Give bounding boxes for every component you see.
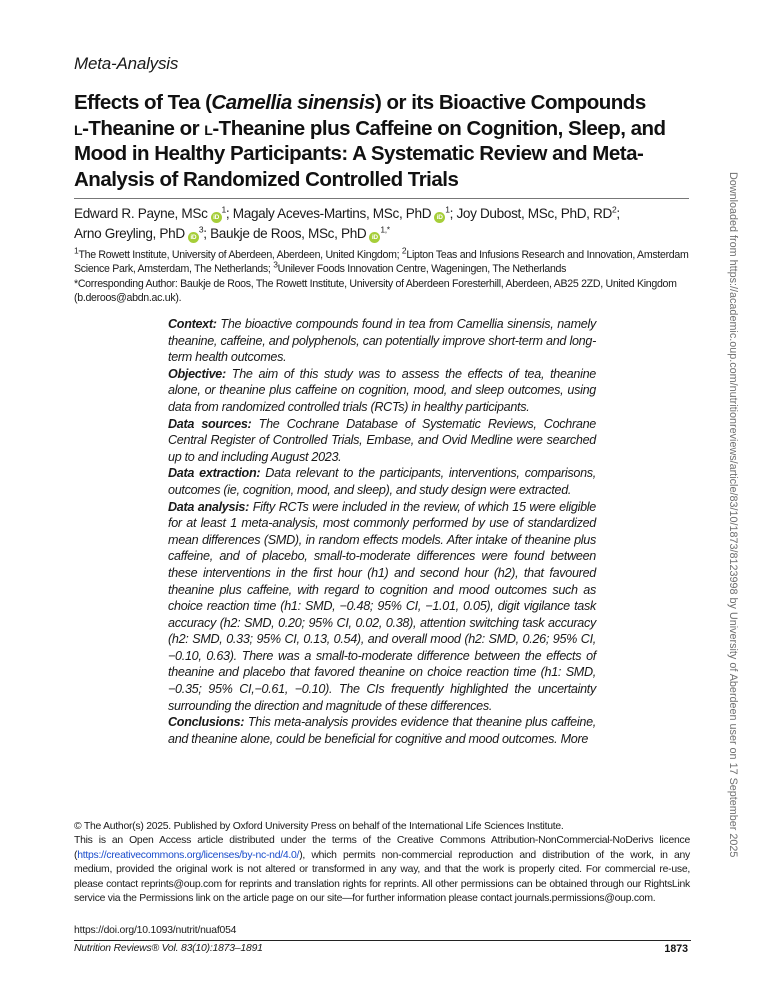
title-text: -Theanine or — [82, 116, 205, 140]
title-species-italic: Camellia sinensis — [211, 91, 375, 114]
title-small-caps-l: l — [204, 116, 213, 140]
title-text: ) or its Bioactive Compounds — [374, 91, 646, 114]
author-affiliation-mark: 1 — [221, 204, 226, 215]
affiliation-number: 3 — [273, 259, 278, 270]
affiliation-3: Unilever Foods Innovation Centre, Wageningen, The Netherlands — [277, 263, 567, 276]
author-affiliation-mark: 2 — [611, 204, 617, 215]
abstract — [168, 316, 596, 747]
abstract-heading: Data sources: — [168, 416, 252, 431]
affiliation-1: The Rowett Institute, University of Aberdeen, Aberdeen, United Kingdom; — [78, 249, 402, 261]
title-divider — [74, 198, 689, 199]
author-separator: ; — [225, 206, 233, 221]
author-name[interactable]: Arno Greyling, PhD — [74, 225, 185, 241]
download-watermark: Downloaded from https://academic.oup.com/nutritionreviews/article/83/10/1873/8123998 by University of Aberdeen user on 17 September 2025 — [727, 172, 739, 858]
abstract-conclusions — [168, 714, 596, 747]
title-small-caps-l: l — [74, 116, 83, 140]
author-name[interactable]: Edward R. Payne, MSc — [74, 206, 208, 221]
doi-link[interactable]: https://doi.org/10.1093/nutrit/nuaf054 — [74, 925, 237, 936]
abstract-heading: Data analysis: — [168, 499, 250, 514]
abstract-context — [168, 316, 596, 366]
abstract-objective — [168, 366, 596, 416]
title-text: Effects of Tea ( — [74, 91, 212, 114]
abstract-text: Fifty RCTs were included in the review, of which 15 were eligible for at least 1 meta-analysis, most commonly performed by use of standardized mean differences (SMD), in random effects models. After intake of theanine plus caffeine, and of placebo, small-to-moderate differences were found between these interventions in the first hour (h1) and second hour (h2), that favoured theanine plus caffeine, with regard to cognition and mood outcomes such as choice reaction time (h1: SMD, −0.48; 95% CI, −1.01, 0.05), digit vigilance task accuracy (h2: SMD, 0.20; 95% CI, 0.02, 0.38), attention switching task accuracy (h2: SMD, 0.33; 95% CI, 0.13, 0.54), and overall mood (h2: SMD, 0.26; 95% CI,−0.10, 0.63). There was a small-to-moderate difference between the effects of theanine and placebo that favored theanine on choice reaction time (h1: SMD, −0.35; 95% CI,−0.61, −0.10). The CIs frequently highlighted the uncertainty surrounding the direction and magnitude of these differences. — [168, 499, 596, 713]
license-link[interactable]: https://creativecommons.org/licenses/by-nc-nd/4.0/ — [77, 849, 300, 861]
corresponding-author: *Corresponding Author: Baukje de Roos, The Rowett Institute, University of Aberdeen Foresterhill, Aberdeen, AB25 2ZD, United Kingdom (b.deroos@abdn.ac.uk). — [74, 277, 677, 304]
abstract-text: The aim of this study was to assess the effects of tea, theanine alone, or theanine plus caffeine on cognition, mood, and sleep outcomes, using data from randomized controlled trials (RCTs) in healthy participants. — [168, 366, 596, 414]
footer-divider — [74, 940, 691, 941]
author-separator: ; — [616, 206, 620, 221]
orcid-icon[interactable]: iD — [211, 212, 222, 223]
author — [456, 206, 619, 221]
license-notice — [74, 820, 690, 906]
abstract-heading: Conclusions: — [168, 715, 245, 730]
author-separator: ; — [449, 206, 457, 221]
orcid-icon[interactable]: iD — [369, 232, 380, 243]
author-affiliation-mark: 3 — [198, 223, 204, 234]
abstract-data-analysis — [168, 499, 596, 715]
abstract-heading: Data extraction: — [168, 466, 261, 481]
abstract-heading: Context: — [168, 317, 217, 331]
author-affiliation-mark: 1,* — [380, 223, 390, 234]
affiliation-number: 1 — [74, 245, 79, 256]
article-title — [74, 90, 694, 192]
author — [233, 206, 457, 221]
license-text-part: This is an Open Access article distributed under the terms of the Creative Commons Attribution-NonCommercial-NoDerivs licence ( — [74, 835, 690, 861]
journal-citation: Nutrition Reviews® Vol. 83(10):1873–1891 — [74, 943, 263, 954]
abstract-heading: Objective: — [168, 366, 226, 381]
author-name[interactable]: Magaly Aceves-Martins, MSc, PhD — [232, 206, 432, 221]
abstract-data-sources — [168, 416, 596, 466]
abstract-data-extraction — [168, 465, 596, 498]
abstract-text: The Cochrane Database of Systematic Reviews, Cochrane Central Register of Controlled Trials, Embase, and Ovid Medline were searched up to and including August 2023. — [168, 416, 596, 464]
copyright-line: © The Author(s) 2025. Published by Oxford University Press on behalf of the International Life Sciences Institute. — [74, 821, 564, 832]
author-name[interactable]: Baukje de Roos, MSc, PhD — [210, 225, 367, 241]
abstract-text: The bioactive compounds found in tea from Camellia sinensis, namely theanine, caffeine, and polyphenols, can potentially improve short-term and long-term health outcomes. — [168, 317, 596, 365]
author-list — [74, 204, 694, 243]
author-name[interactable]: Joy Dubost, MSc, PhD, RD — [456, 206, 612, 221]
abstract-text: This meta-analysis provides evidence that theanine plus caffeine, and theanine alone, could be beneficial for cognitive and mood outcomes. More — [168, 715, 596, 746]
author — [210, 223, 390, 241]
author-affiliation-mark: 1 — [445, 204, 450, 215]
author — [74, 206, 233, 221]
affiliation-2: Lipton Teas and Infusions Research and Innovation, Amsterdam Science Park, Amsterdam, The Netherlands; — [74, 249, 689, 276]
author-separator: ; — [203, 225, 211, 241]
license-text-part: ), which permits non-commercial reproduction and distribution of the work, in any medium, provided the original work is not altered or transformed in any way, and that the work is properly cited. For commercial re-use, please contact reprints@oup.com for reprints and translation rights for reprints. All other permissions can be obtained through our RightsLink service via the Permissions link on the article page on our site—for further information please contact journals.permissions@oup.com. — [74, 849, 690, 905]
orcid-icon[interactable]: iD — [188, 232, 199, 243]
title-text: -Theanine plus Caffeine on Cognition, Sleep, and Mood in Healthy Participants: A Systematic Review and Meta-Analysis of Randomized Controlled Trials — [74, 116, 666, 191]
page-number: 1873 — [664, 943, 688, 955]
section-label: Meta-Analysis — [74, 54, 179, 73]
orcid-icon[interactable]: iD — [434, 212, 445, 223]
license-text — [74, 834, 690, 906]
author — [74, 223, 211, 241]
affiliation-number: 2 — [401, 245, 407, 256]
affiliations — [74, 245, 694, 305]
abstract-text: Data relevant to the participants, interventions, comparisons, outcomes (ie, cognition, mood, and sleep), and study design were extracted. — [168, 466, 596, 497]
